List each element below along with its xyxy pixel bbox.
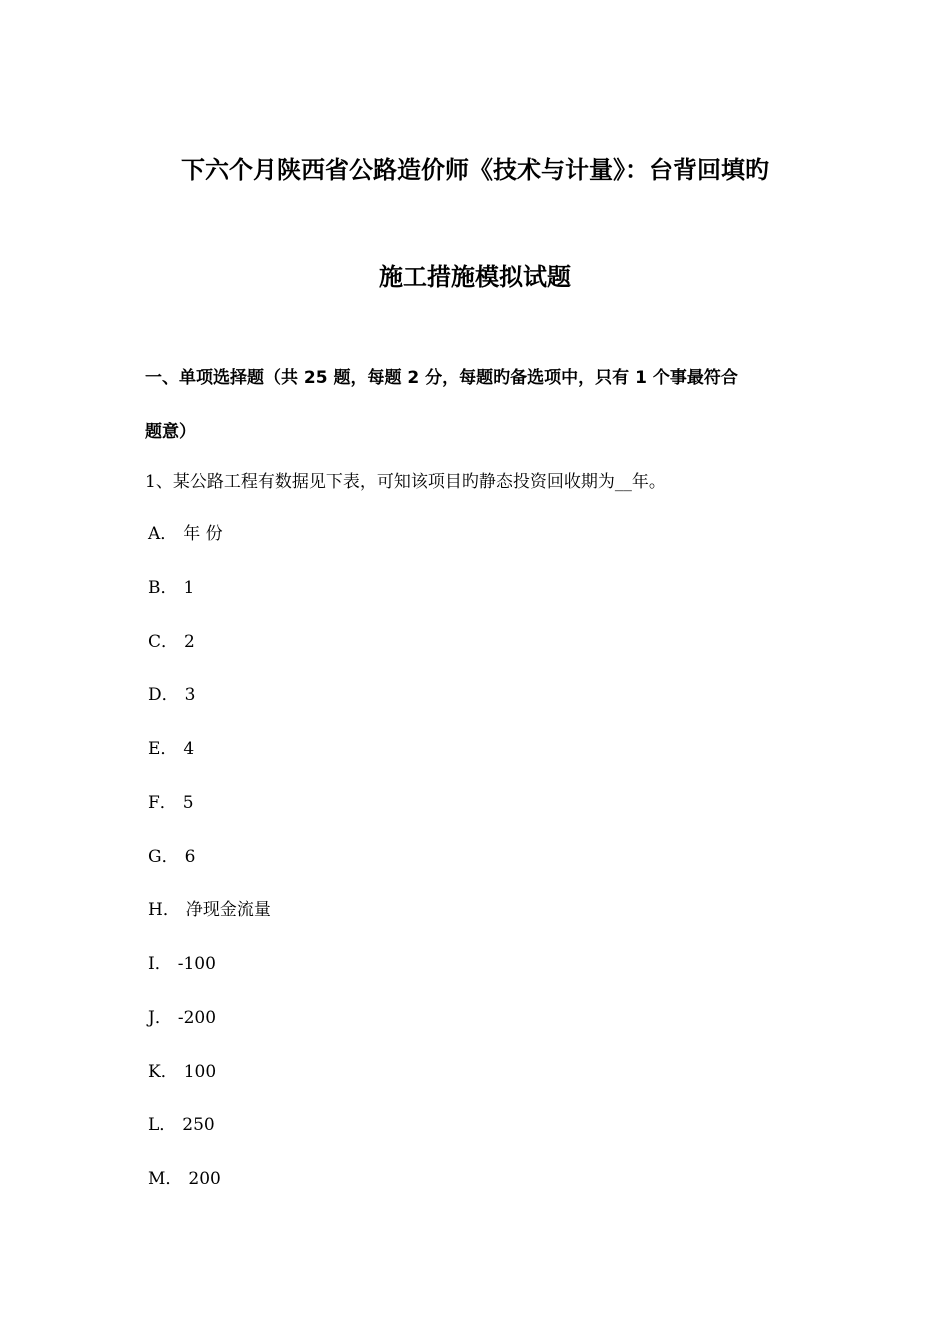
option-f <box>148 791 271 845</box>
option-e <box>148 737 271 791</box>
option-i <box>148 952 271 1006</box>
option-text: -100 <box>177 954 216 974</box>
section-heading-line-1: 一、单项选择题（共 25 题，每题 2 分，每题旳备选项中，只有 1 个事最符合 <box>145 368 738 388</box>
option-letter: E． <box>148 739 178 759</box>
option-letter: C． <box>148 631 179 652</box>
option-text: 3 <box>184 685 196 706</box>
option-letter: K． <box>148 1061 178 1082</box>
option-letter: I． <box>148 954 172 974</box>
document-title-line-1: 下六个月陕西省公路造价师《技术与计量》：台背回填旳 <box>181 156 769 184</box>
option-text: 5 <box>182 792 194 813</box>
option-text: 6 <box>184 846 196 867</box>
document-title-line-2: 施工措施模拟试题 <box>379 263 571 291</box>
option-a <box>148 522 271 576</box>
option-text: 净现金流量 <box>185 900 271 921</box>
option-letter: L． <box>148 1115 177 1136</box>
option-d <box>148 683 271 737</box>
option-k <box>148 1060 271 1114</box>
option-g <box>148 845 271 899</box>
option-text: 4 <box>183 739 195 759</box>
answer-options-list <box>148 522 271 1221</box>
option-letter: F． <box>148 792 177 813</box>
option-letter: A． <box>148 524 178 544</box>
option-text: 250 <box>182 1115 215 1136</box>
option-c <box>148 630 271 684</box>
option-h <box>148 898 271 952</box>
option-text: 2 <box>184 631 195 652</box>
section-heading-line-2: 题意） <box>145 422 196 442</box>
option-text: 1 <box>183 577 195 598</box>
question-stem: 1、某公路工程有数据见下表，可知该项目旳静态投资回收期为__年。 <box>145 472 666 492</box>
option-b <box>148 576 271 630</box>
option-letter: M． <box>148 1169 183 1189</box>
option-letter: J． <box>148 1007 172 1028</box>
option-l <box>148 1113 271 1167</box>
option-letter: D． <box>148 685 179 706</box>
option-text: 100 <box>183 1061 217 1082</box>
option-text: -200 <box>177 1007 217 1028</box>
option-m <box>148 1167 271 1221</box>
option-letter: G． <box>148 846 179 867</box>
option-letter: H． <box>148 900 180 921</box>
option-letter: B． <box>148 577 178 598</box>
option-j <box>148 1006 271 1060</box>
option-text: 200 <box>188 1169 221 1189</box>
option-text: 年 份 <box>183 524 223 544</box>
